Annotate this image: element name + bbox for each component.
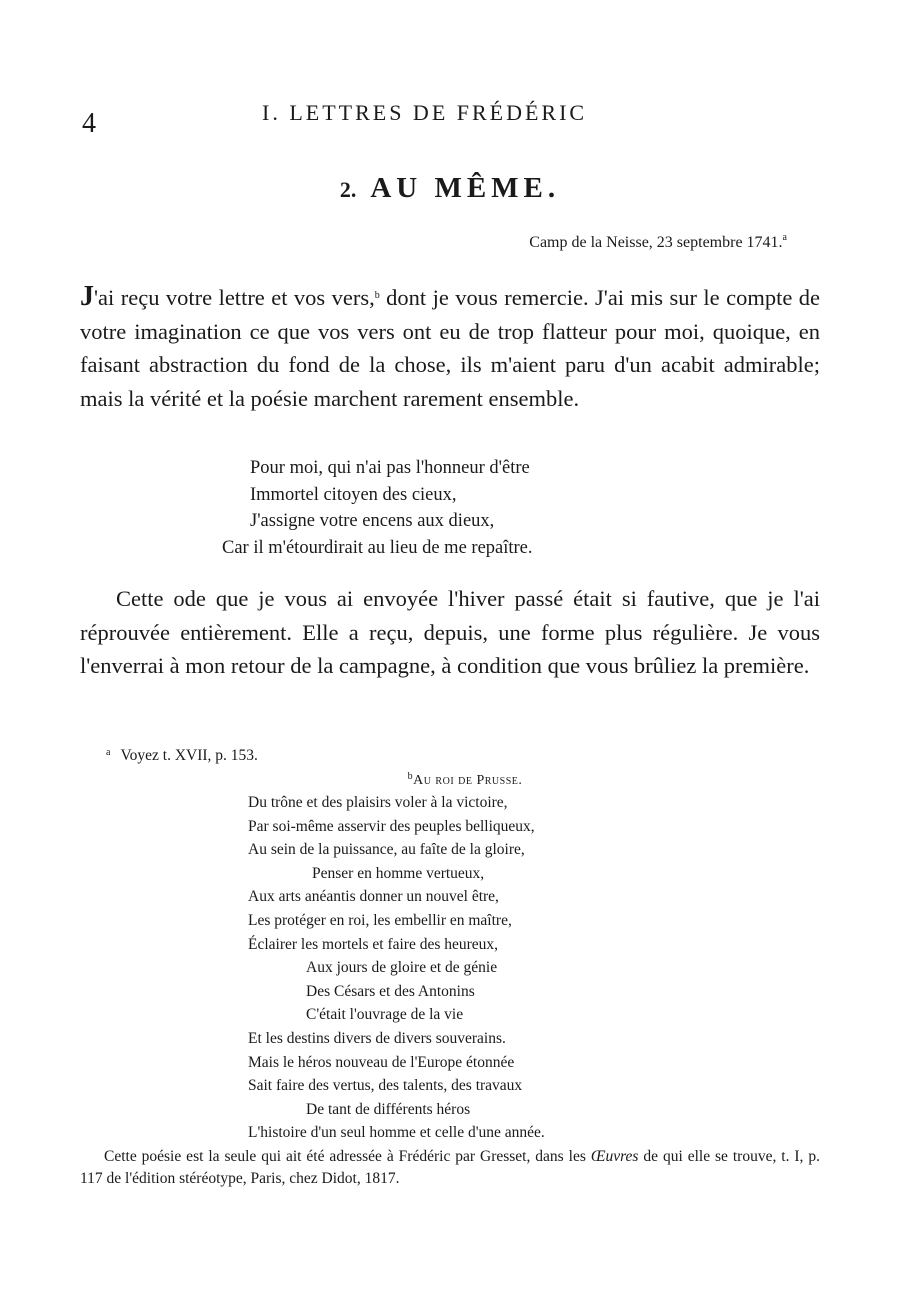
poem-line: Mais le héros nouveau de l'Europe étonnée	[248, 1053, 515, 1071]
paragraph-1-start: 'ai reçu votre lettre et vos vers,	[94, 285, 375, 310]
poem-line: Aux arts anéantis donner un nouvel être,	[248, 888, 499, 906]
poem-line: Penser en homme vertueux,	[312, 864, 485, 882]
poem-line: L'histoire d'un seul homme et celle d'une année.	[248, 1124, 545, 1142]
footnote-a-mark: a	[106, 747, 111, 758]
footnote-b-note-text	[80, 1146, 820, 1190]
verse-line: Pour moi, qui n'ai pas l'honneur d'être	[250, 458, 530, 478]
letter-heading: AU MÊME.	[370, 172, 561, 204]
poem-line: C'était l'ouvrage de la vie	[306, 1006, 464, 1024]
footnote-b-poem	[248, 791, 820, 1145]
letter-number: 2.	[339, 177, 357, 202]
footnote-b-heading: Au roi de Prusse.	[413, 773, 523, 788]
poem-line: Du trône et des plaisirs voler à la victoire,	[248, 794, 508, 811]
poem-line: Éclairer les mortels et faire des heureux,	[248, 935, 499, 953]
paragraph-1	[80, 279, 820, 415]
footnote-a-text: Voyez t. XVII, p. 153.	[120, 747, 258, 764]
note-text-before: Cette poésie est la seule qui ait été adressée à Frédéric par Gresset, dans les	[104, 1147, 591, 1165]
poem-line: Et les destins divers de divers souverains.	[248, 1029, 506, 1047]
footnotes	[80, 742, 820, 1190]
poem-line: Des Césars et des Antonins	[306, 982, 475, 1000]
poem-line: Aux jours de gloire et de génie	[306, 959, 498, 977]
paragraph-2: Cette ode que je vous ai envoyée l'hiver passé était si fautive, que je l'ai réprouvée entièrement. Elle a reçu, depuis, une forme plus régulière. Je vous l'enverrai à mon retour de la campagne, à condition que vous brûliez la première.	[80, 586, 820, 678]
footnote-b-title	[110, 767, 820, 791]
verse-line: J'assigne votre encens aux dieux,	[250, 511, 495, 531]
drop-cap: J	[80, 281, 94, 312]
dateline	[529, 232, 787, 252]
dateline-text: Camp de la Neisse, 23 septembre 1741.	[529, 234, 783, 251]
footnote-b-mark: b	[407, 771, 414, 782]
poem-line: Au sein de la puissance, au faîte de la gloire,	[248, 841, 525, 859]
footnote-b-note	[80, 1146, 820, 1190]
footnote-ref-b[interactable]: b	[374, 290, 380, 301]
poem-line: De tant de différents héros	[306, 1100, 471, 1118]
letter-title	[0, 172, 900, 205]
running-head: I. LETTRES DE FRÉDÉRIC	[262, 100, 588, 125]
verse-line: Car il m'étourdirait au lieu de me repaître.	[222, 537, 533, 558]
poem-line: Les protéger en roi, les embellir en maître,	[248, 911, 512, 929]
verse-quatrain	[222, 455, 533, 561]
page-number: 4	[82, 108, 96, 139]
poem-line: Sait faire des vertus, des talents, des travaux	[248, 1077, 523, 1095]
poem-line: Par soi-même asservir des peuples belliqueux,	[248, 817, 535, 835]
note-text-after: de qui elle se trouve, t. I, p. 117 de l'édition stéréotype, Paris, chez Didot, 1817.	[80, 1147, 820, 1187]
footnote-ref-a[interactable]: a	[782, 232, 787, 243]
verse-line: Immortel citoyen des cieux,	[250, 484, 457, 505]
footnote-a	[106, 742, 820, 767]
paragraph-1-end: dont je vous remercie. J'ai mis sur le compte de votre imagination ce que vos vers ont eu de trop flatteur pour moi, quoique, en faisant abstraction du fond de la chose, ils m'aient paru d'un acabit admirable; mais la vérité et la poésie marchent rarement ensemble.	[80, 285, 820, 411]
note-work-title: Œuvres	[590, 1147, 639, 1165]
